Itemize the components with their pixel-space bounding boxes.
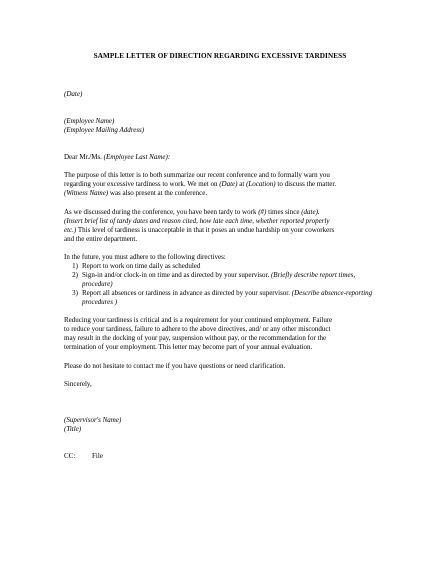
employee-name: (Employee Name) xyxy=(64,117,115,125)
paragraph-line: and the entire department. xyxy=(64,235,138,243)
paragraph-line: (Insert brief list of tardy dates and reason cited, how late each time, whether reported properly xyxy=(64,217,330,225)
paragraph-line: (Witness Name) was also present at the conference. xyxy=(64,189,208,197)
paragraph-purpose xyxy=(64,171,380,198)
paragraph-line: regarding your excessive tardiness to work. We met on (Date) at (Location) to discuss the matter. xyxy=(64,180,337,188)
supervisor-title: (Title) xyxy=(64,425,82,433)
meeting-location: (Location) xyxy=(246,180,276,188)
salutation xyxy=(64,153,380,162)
list-note: (Describe absence-reporting procedures ) xyxy=(82,289,373,306)
salutation-prefix: Dear Mr./Ms. xyxy=(64,153,102,161)
directives-list xyxy=(64,262,380,307)
paragraph-line: The purpose of this letter is to both summarize our recent conference and to formally warn you xyxy=(64,171,330,179)
paragraph-line: termination of your employment. This letter may become part of your annual evaluation. xyxy=(64,343,313,351)
list-number: 1) xyxy=(72,262,78,270)
salutation-name: (Employee Last Name): xyxy=(103,153,171,161)
witness-name: (Witness Name) xyxy=(64,189,109,197)
directives-intro: In the future, you must adhere to the following directives: xyxy=(64,253,226,261)
list-item xyxy=(64,289,380,307)
paragraph-line: etc.) This level of tardiness is unacceptable in that it poses an undue hardship on your coworkers xyxy=(64,226,335,234)
supervisor-name: (Supervisor's Name) xyxy=(64,416,122,424)
list-text: Sign-in and/or clock-in on time and as directed by your supervisor. xyxy=(82,271,271,279)
cc-value: File xyxy=(92,452,103,460)
paragraph-discussion xyxy=(64,208,380,244)
since-date: (date). xyxy=(301,208,320,216)
paragraph-line: Reducing your tardiness is critical and is a requirement for your continued employment. Failure xyxy=(64,316,333,324)
list-text: Report all absences or tardiness in advance as directed by your supervisor. xyxy=(82,289,292,297)
list-number: 2) xyxy=(72,271,78,279)
paragraph-line: As we discussed during the conference, you have been tardy to work (#) times since (date). xyxy=(64,208,320,216)
list-text: Report to work on time daily as scheduled xyxy=(82,262,201,270)
cc-label: CC: xyxy=(64,452,76,460)
date-placeholder: (Date) xyxy=(64,90,83,98)
closing: Sincerely, xyxy=(64,380,92,388)
paragraph-line: may result in the docking of your pay, suspension without pay, or the recommendation for the xyxy=(64,334,327,342)
paragraph-warning xyxy=(64,316,380,352)
meeting-date: (Date) xyxy=(219,180,238,188)
tardy-count: (#) xyxy=(258,208,267,216)
list-note: (Briefly describe report times, procedure) xyxy=(82,271,356,288)
list-item xyxy=(64,271,380,289)
list-item xyxy=(64,262,380,271)
employee-address: (Employee Mailing Address) xyxy=(64,126,145,134)
letter-title: SAMPLE LETTER OF DIRECTION REGARDING EXCESSIVE TARDINESS xyxy=(93,52,347,60)
paragraph-contact: Please do not hesitate to contact me if you have questions or need clarification. xyxy=(64,362,286,370)
list-number: 3) xyxy=(72,289,78,297)
paragraph-line: to reduce your tardiness, failure to adhere to the above directives, and/ or any other misconduct xyxy=(64,325,331,333)
